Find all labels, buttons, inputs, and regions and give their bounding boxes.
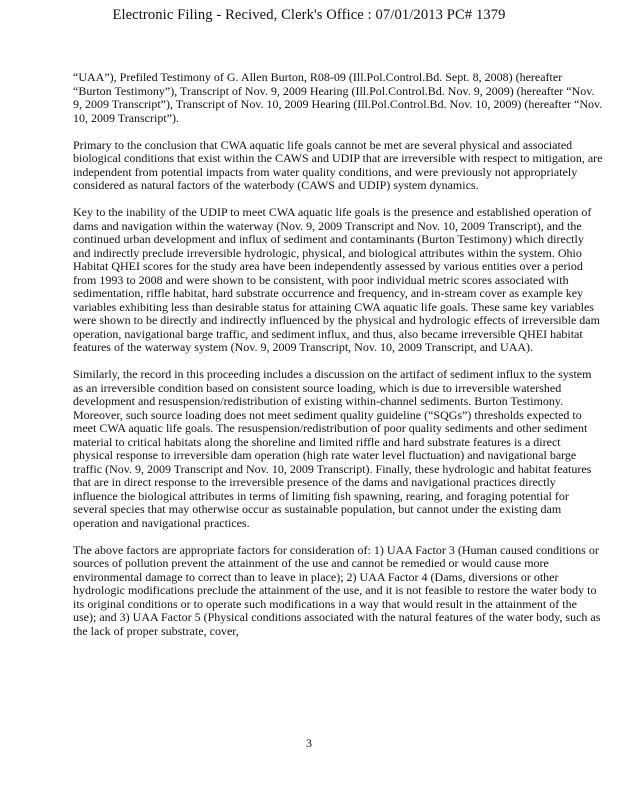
filing-stamp-header: Electronic Filing - Recived, Clerk's Office : 07/01/2013 PC# 1379 xyxy=(112,7,506,23)
paragraph-citations: “UAA”), Prefiled Testimony of G. Allen Burton, R08-09 (Ill.Pol.Control.Bd. Sept. 8, 2008) (hereafter “Burton Testimony”), Transcript of Nov. 9, 2009 Hearing (Ill.Pol.Control.Bd. Nov. 9, 2009) (hereafter “Nov. 9, 2009 Transcript”), Transcript of Nov. 10, 2009 Hearing (Ill.Pol.Control.Bd. Nov. 10, 2009) (hereafter “Nov. 10, 2009 Transcript”). xyxy=(73,70,603,125)
document-body xyxy=(73,71,603,652)
paragraph-sediment-influx: Similarly, the record in this proceeding includes a discussion on the artifact of sediment influx to the system as an irreversible condition based on consistent source loading, which is due to irreversible watershed development and resuspension/redistribution of existing within-channel sediments. Burton Testimony. Moreover, such source loading does not meet sediment quality guideline (“SQGs”) thresholds expected to meet CWA aquatic life goals. The resuspension/redistribution of poor quality sediments and other sediment material to critical habitats along the shoreline and limited riffle and hard substrate features is a direct physical response to irreversible dam operation (high rate water level fluctuation) and navigational barge traffic (Nov. 9, 2009 Transcript and Nov. 10, 2009 Transcript). Finally, these hydrologic and habitat features that are in direct response to the irreversible presence of the dams and navigational practices directly influence the biological attributes in terms of limiting fish spawning, rearing, and foraging potential for several species that may otherwise occur as sustainable population, but cannot under the existing dam operation and navigational practices. xyxy=(73,367,592,530)
paragraph-uaa-factors: The above factors are appropriate factors for consideration of: 1) UAA Factor 3 (Human caused conditions or sources of pollution prevent the attainment of the use and cannot be remedied or would cause more environmental damage to correct than to leave in place); 2) UAA Factor 4 (Dams, diversions or other hydrologic modifications preclude the attainment of the use, and it is not feasible to restore the water body to its original conditions or to operate such modifications in a way that would result in the attainment of the use); and 3) UAA Factor 5 (Physical conditions associated with the natural features of the water body, such as the lack of proper substrate, cover, xyxy=(73,542,601,638)
paragraph-key-inability: Key to the inability of the UDIP to meet CWA aquatic life goals is the presence and established operation of dams and navigation within the waterway (Nov. 9, 2009 Transcript and Nov. 10, 2009 Transcript), and the continued urban development and influx of sediment and contaminants (Burton Testimony) which directly and indirectly preclude irreversible hydrologic, physical, and biological attributes within the system. Ohio Habitat QHEI scores for the study area have been independently assessed by various entities over a period from 1993 to 2008 and were shown to be consistent, with poor individual metric scores associated with sedimentation, riffle habitat, hard substrate occurrence and frequency, and in-stream cover as example key variables exhibiting less than desirable status for attaining CWA aquatic life goals. These same key variables were shown to be directly and indirectly influenced by the physical and hydrologic effects of irreversible dam operation, navigational barge traffic, and sediment influx, and thus, also became irreversible QHEI habitat features of the waterway system (Nov. 9, 2009 Transcript, Nov. 10, 2009 Transcript, and UAA). xyxy=(73,205,600,355)
paragraph-primary-conclusion: Primary to the conclusion that CWA aquatic life goals cannot be met are several physical and associated biological conditions that exist within the CAWS and UDIP that are irreversible with respect to mitigation, are independent from potential impacts from water quality conditions, and were previously not appropriately considered as natural factors of the waterbody (CAWS and UDIP) system dynamics. xyxy=(73,137,603,193)
page-number: 3 xyxy=(306,736,312,750)
